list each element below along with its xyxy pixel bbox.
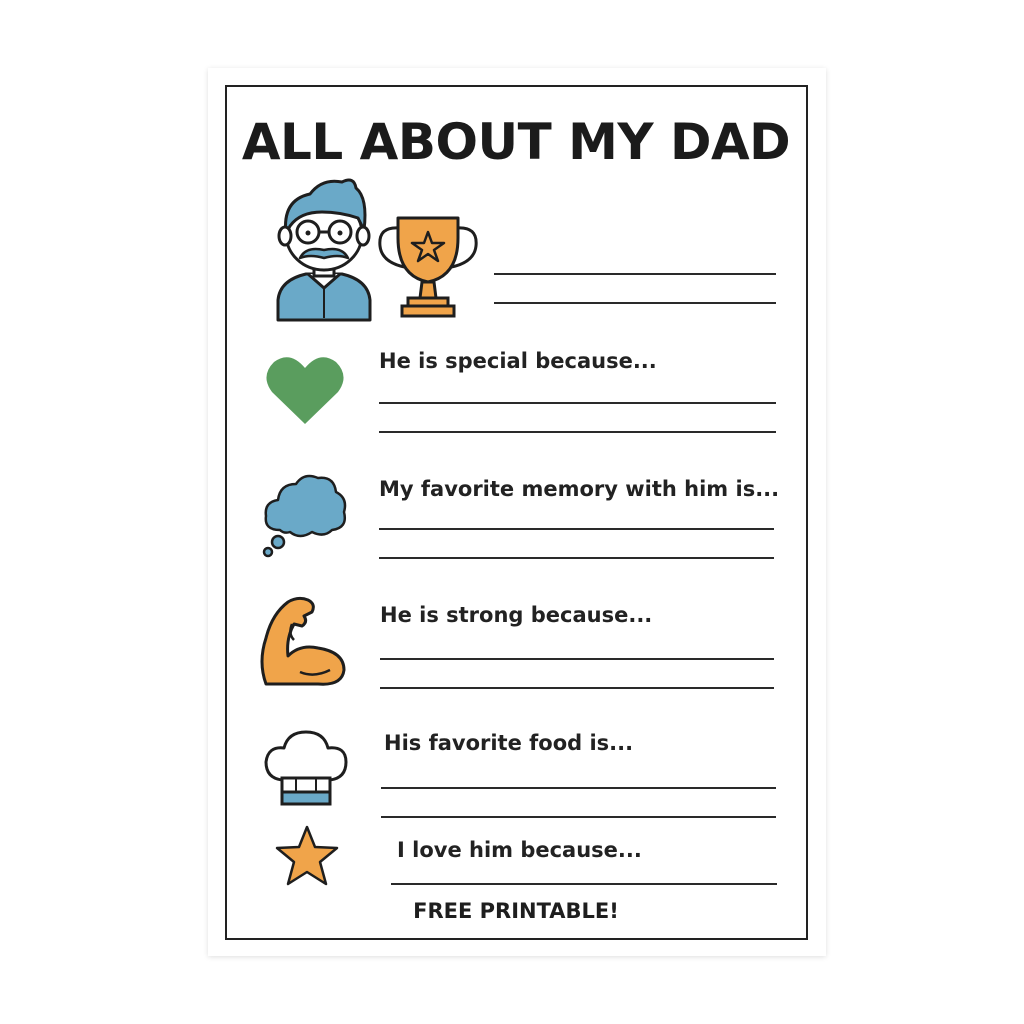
answer-line[interactable]	[381, 816, 776, 818]
footer-label: FREE PRINTABLE!	[413, 899, 619, 923]
trophy-icon	[374, 212, 482, 322]
thought-cloud-icon	[260, 470, 350, 560]
answer-line[interactable]	[494, 273, 776, 275]
answer-line[interactable]	[379, 528, 774, 530]
answer-line[interactable]	[380, 658, 774, 660]
answer-line[interactable]	[391, 883, 777, 885]
prompt-memory: My favorite memory with him is...	[379, 477, 780, 501]
flexed-arm-icon	[258, 594, 350, 688]
answer-line[interactable]	[380, 687, 774, 689]
page-title: ALL ABOUT MY DAD	[241, 113, 791, 171]
dad-portrait-icon	[270, 172, 380, 324]
answer-line[interactable]	[379, 557, 774, 559]
prompt-love: I love him because...	[397, 838, 642, 862]
prompt-food: His favorite food is...	[384, 731, 634, 755]
answer-line[interactable]	[381, 787, 776, 789]
star-icon	[274, 824, 340, 888]
heart-icon	[264, 352, 346, 428]
prompt-strong: He is strong because...	[380, 603, 653, 627]
answer-line[interactable]	[494, 302, 776, 304]
answer-line[interactable]	[379, 431, 776, 433]
answer-line[interactable]	[379, 402, 776, 404]
prompt-special: He is special because...	[379, 349, 657, 373]
chef-hat-icon	[262, 728, 350, 808]
